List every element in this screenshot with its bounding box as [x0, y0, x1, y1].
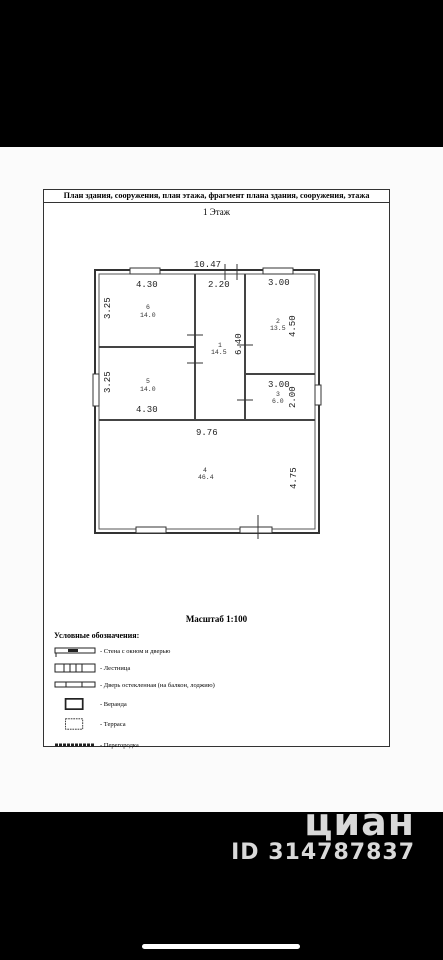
legend-item-stairs [54, 662, 130, 674]
room6-area: 14.0 [140, 312, 156, 319]
legend-label: - Дверь остекленная (на балкон, лоджию) [100, 681, 215, 689]
room3-number: 3 [276, 391, 280, 398]
dim-room3-width: 3.00 [268, 380, 290, 390]
wall-window-door-icon [54, 645, 96, 657]
dim-room5-height: 3.25 [103, 371, 113, 393]
dim-corridor-width: 2.20 [208, 280, 230, 290]
room4-number: 4 [203, 467, 207, 474]
terrace-icon [54, 718, 96, 730]
floor-title: 1 Этаж [203, 207, 230, 217]
cian-watermark [231, 800, 415, 865]
room2-area: 13.5 [270, 325, 286, 332]
room5-area: 14.0 [140, 386, 156, 393]
document-header: План здания, сооружения, план этажа, фрагмент плана здания, сооружения, этажа [44, 190, 389, 203]
partition-icon [54, 739, 96, 751]
room2-number: 2 [276, 318, 280, 325]
room1-area: 14.5 [211, 349, 227, 356]
dim-overall-width: 10.47 [194, 260, 222, 270]
dim-room5-width: 4.30 [136, 405, 158, 415]
home-indicator[interactable] [142, 944, 300, 949]
legend-label: - Перегородка [100, 741, 139, 749]
legend-label: - Лестница [100, 664, 131, 672]
cian-logo: циан [304, 800, 415, 844]
legend-item-terrace [54, 718, 126, 730]
legend-item-partition [54, 739, 139, 751]
legend-item-wall [54, 645, 170, 657]
listing-id: ID 314787837 [231, 840, 415, 865]
document-frame [43, 189, 390, 747]
document-sheet [0, 147, 443, 812]
room3-area: 6.0 [272, 398, 284, 405]
dim-room4-height: 4.75 [289, 467, 299, 489]
dim-room6-height: 3.25 [103, 297, 113, 319]
legend-title: Условные обозначения: [54, 631, 140, 640]
legend-item-glazed-door [54, 679, 215, 691]
legend-label: - Веранда [100, 700, 127, 708]
scale-label: Масштаб 1:100 [185, 614, 248, 624]
room5-number: 5 [146, 378, 150, 385]
dim-room6-width: 4.30 [136, 280, 158, 290]
dim-room4-width: 9.76 [196, 428, 218, 438]
dim-room3-height: 2.00 [288, 386, 298, 408]
legend-label: - Терраса [100, 720, 126, 728]
dim-central-height: 6.40 [234, 333, 244, 355]
room4-area: 46.4 [198, 474, 214, 481]
legend-label: - Стена с окном и дверью [100, 647, 171, 655]
dim-room2-width: 3.00 [268, 278, 290, 288]
dim-room2-height: 4.50 [288, 315, 298, 337]
glazed-door-icon [54, 679, 96, 691]
veranda-icon [54, 698, 96, 710]
room1-number: 1 [218, 342, 222, 349]
legend-item-veranda [54, 698, 127, 710]
stairs-icon [54, 662, 96, 674]
room6-number: 6 [146, 304, 150, 311]
